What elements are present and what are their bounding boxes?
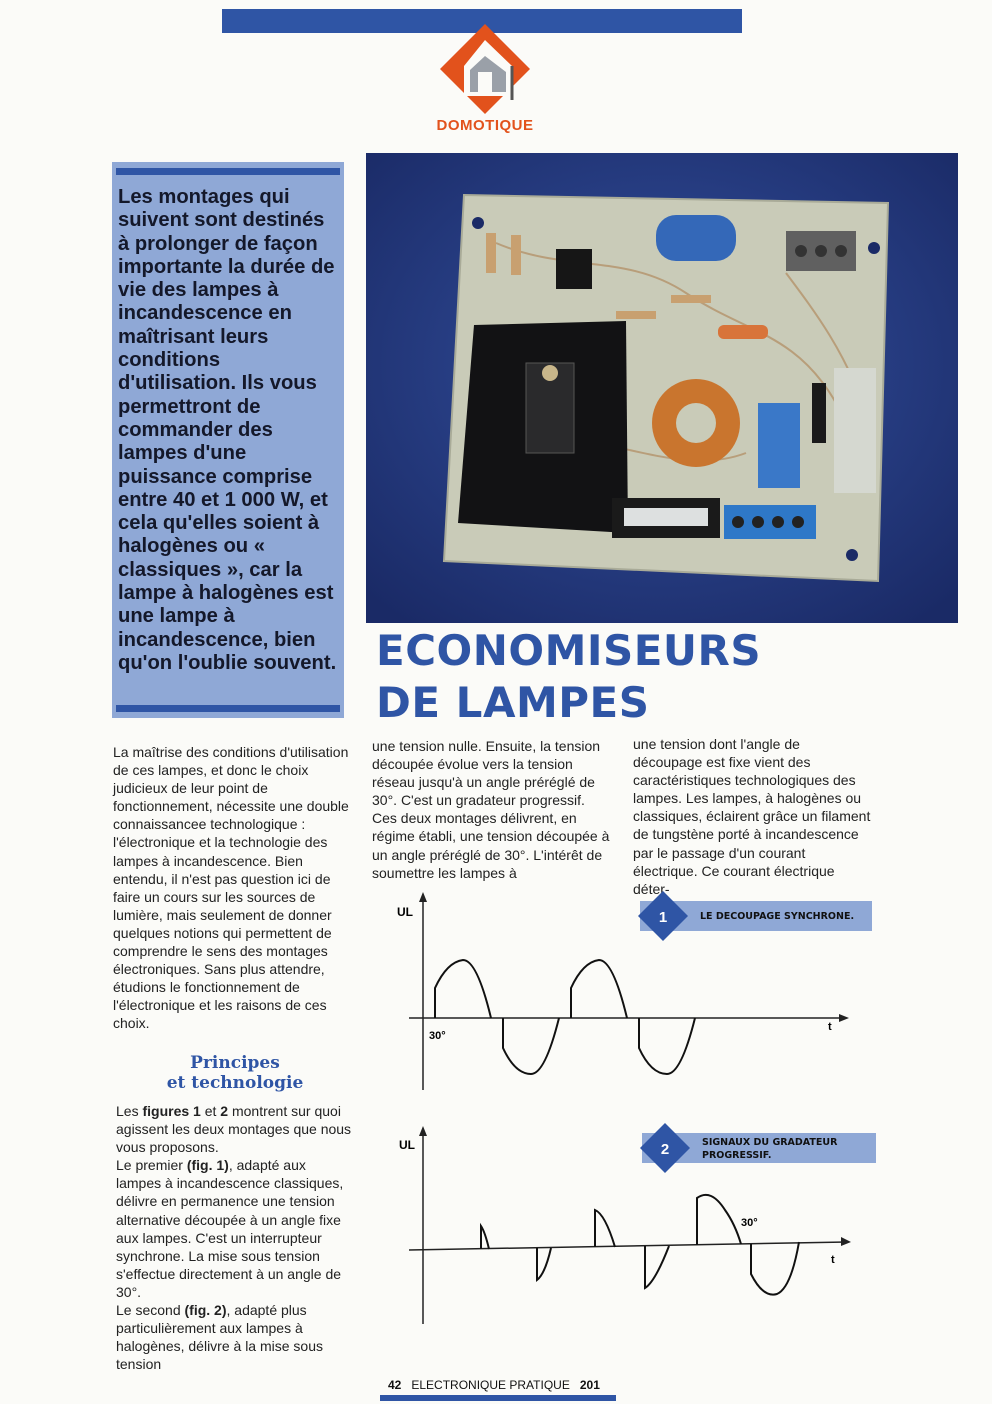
paragraph: La maîtrise des conditions d'utilisation de ces lampes, et donc le choix judicieux de leur point de fonctionnement, nécessite une double connaissancee technologique : l'électronique et la technologie des lampes à incandescence. Bien entendu, il n'est pas question ici de faire un cours sur les sources de lumière, mais seulement de donner quelques notions qui permettent de comprendre le sens des montages électroniques. Sans plus attendre, étudions le fonctionnement de l'électronique et les raisons de ces choix. — [113, 744, 349, 1032]
body-column-1-continued — [116, 1102, 354, 1373]
x-axis-label: t — [828, 1021, 832, 1033]
body-column-3 — [633, 735, 871, 898]
article-title — [376, 625, 846, 729]
fig-ref: (fig. 2) — [184, 1302, 227, 1319]
x-axis-label: t — [831, 1254, 835, 1266]
intro-stripe-top — [116, 168, 340, 175]
angle-label: 30° — [741, 1217, 758, 1229]
intro-box — [112, 162, 344, 718]
fig-ref: 2 — [220, 1103, 229, 1119]
figure-2-caption-band — [642, 1133, 876, 1163]
subhead-line-2: et technologie — [166, 1073, 304, 1093]
intro-stripe-bottom — [116, 705, 340, 712]
text: montrent sur quoi agissent les deux montages que nous vous proposons. — [116, 1103, 352, 1156]
section-tag: DOMOTIQUE — [436, 117, 534, 134]
fig-ref: figures 1 — [142, 1103, 201, 1119]
text: , adapté aux lampes à incandescence classiques, délivre en permanence une tension alternative découpée à un angle fixe aux lampes. C'est un interrupteur synchrone. La mise sous tension s'effectue directement à un angle de 30°. — [116, 1157, 344, 1300]
body-column-1 — [113, 743, 351, 1033]
section-subheading — [140, 1053, 330, 1093]
figure-number-badge — [638, 891, 688, 941]
angle-label: 30° — [429, 1030, 446, 1042]
figure-1-caption: LE DECOUPAGE SYNCHRONE. — [700, 911, 855, 922]
paragraph: une tension nulle. Ensuite, la tension découpée évolue vers la tension réseau jusqu'à un angle préréglé de 30°. C'est un gradateur progressif. Ces deux montages délivrent, en régime établi, une tension découpée à un angle préréglé de 30°. L'intérêt de soumettre les lampes à — [372, 738, 610, 881]
y-axis-label: UL — [397, 905, 413, 919]
title-line-2: DE LAMPES — [376, 678, 650, 727]
caption-line: SIGNAUX DU GRADATEUR — [702, 1137, 838, 1148]
paragraph — [116, 1301, 354, 1373]
title-line-1: ECONOMISEURS — [376, 626, 762, 675]
figure-number-badge — [640, 1123, 690, 1173]
text: , adapté plus particulièrement aux lampes à halogènes, délivre à la mise sous tension — [116, 1302, 324, 1373]
page-number: 42 — [388, 1378, 402, 1392]
y-axis-label: UL — [399, 1138, 415, 1152]
text: et — [200, 1103, 221, 1119]
figure-1-caption-band — [640, 901, 872, 931]
fig-ref: (fig. 1) — [186, 1157, 229, 1174]
text: Le second — [116, 1302, 185, 1319]
intro-text: Les montages qui suivent sont destinés à prolonger de façon importante la durée de vie des lampes à incandescence en maîtrisant leurs conditions d'utilisation. Ils vous permettront de commander des lampes d'une puissance comprise entre 40 et 1 000 W, et cela qu'elles soient à halogènes ou « classiques », car la lampe à halogènes est une lampe à incandescence, bien qu'on l'oublie souvent. — [118, 186, 337, 674]
subhead-line-1: Principes — [190, 1053, 280, 1073]
magazine-name: ELECTRONIQUE PRATIQUE — [411, 1378, 570, 1392]
caption-line: PROGRESSIF. — [702, 1150, 772, 1161]
figure-2-caption — [702, 1136, 837, 1162]
page-footer — [380, 1378, 616, 1402]
paragraph — [116, 1102, 354, 1156]
issue-number: 201 — [579, 1378, 600, 1392]
text: Le premier — [116, 1157, 187, 1174]
svg-text:1: 1 — [658, 909, 668, 926]
paragraph: une tension dont l'angle de découpage est fixe vient des caractéristiques technologiques des lampes. Les lampes, à halogènes ou classiques, éclairent grâce un filament de tungstène porté à incandescence par le passage d'un courant électrique. Ce courant électrique déter- — [633, 736, 871, 897]
footer-bar — [380, 1395, 616, 1401]
body-column-2 — [372, 737, 610, 882]
svg-text:2: 2 — [660, 1141, 670, 1158]
circuit-board-photo — [366, 153, 958, 623]
footer-text — [388, 1378, 600, 1392]
paragraph — [116, 1156, 354, 1301]
house-logo-icon — [430, 22, 540, 117]
text: Les — [116, 1103, 143, 1119]
